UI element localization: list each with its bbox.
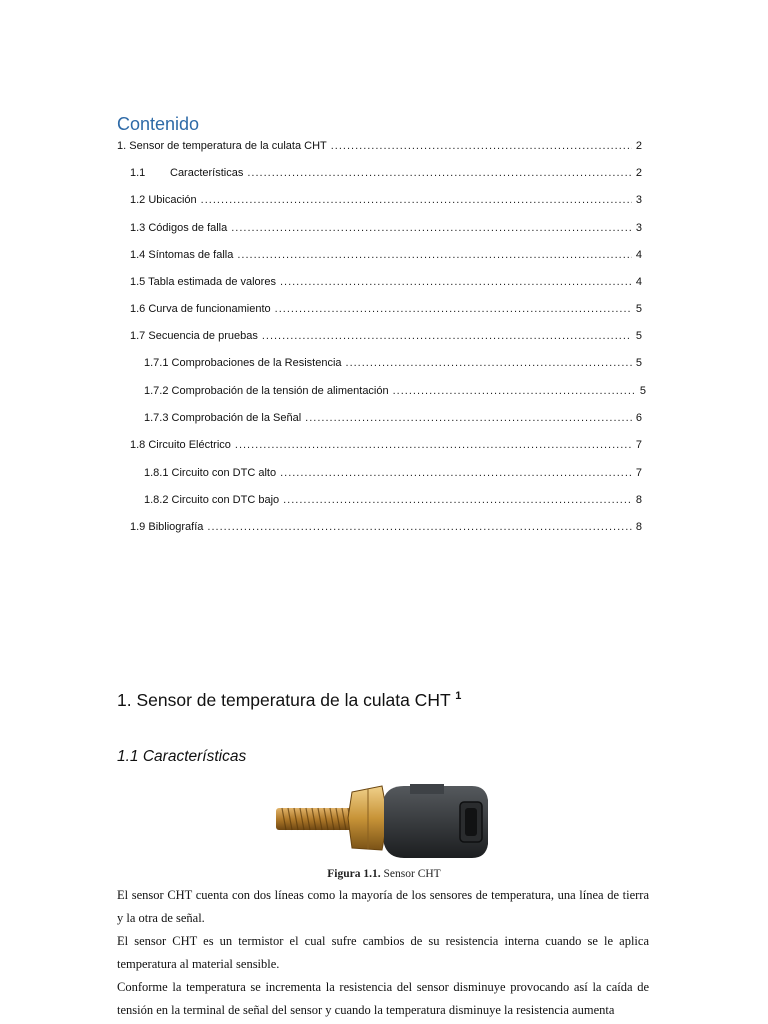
toc-leader [207, 521, 631, 533]
toc-entry-page: 3 [635, 194, 642, 206]
toc-leader [280, 467, 632, 479]
cht-sensor-image [272, 778, 496, 864]
toc-entry-number: 1.5 [130, 276, 146, 288]
sensor-illustration [272, 778, 496, 864]
toc-entry[interactable] [144, 385, 646, 401]
toc-entry-label: Circuito Eléctrico [148, 439, 231, 451]
paragraph: El sensor CHT cuenta con dos líneas como la mayoría de los sensores de temperatura, una línea de tierra y la otra de señal. [117, 888, 649, 925]
toc-entry-page: 5 [635, 330, 642, 342]
toc-entry[interactable] [130, 167, 642, 183]
toc-entry-label: Ubicación [148, 194, 197, 206]
toc-entry-number: 1.6 [130, 303, 146, 315]
toc-leader [262, 330, 632, 342]
toc-entry-page: 4 [635, 276, 642, 288]
toc-entry-number: 1.8.2 [144, 494, 169, 506]
toc-entry-page: 4 [635, 249, 642, 261]
toc-entry[interactable] [144, 357, 642, 373]
toc-entry-page: 6 [635, 412, 642, 424]
toc-entry-number: 1.4 [130, 249, 146, 261]
toc-entry[interactable] [144, 494, 642, 510]
figure-caption-text: Sensor CHT [383, 868, 441, 880]
toc-entry-label: Curva de funcionamiento [148, 303, 271, 315]
toc-leader [231, 222, 632, 234]
toc-entry-number: 1.3 [130, 222, 146, 234]
toc-leader [237, 249, 632, 261]
toc-entry-page: 7 [635, 439, 642, 451]
toc-entry[interactable] [144, 467, 642, 483]
toc-entry[interactable] [130, 521, 642, 537]
toc-entry-number: 1.7.3 [144, 412, 169, 424]
toc-leader [283, 494, 632, 506]
toc-entry[interactable] [130, 330, 642, 346]
toc-entry-number: 1.7.1 [144, 357, 169, 369]
toc-entry-label: Síntomas de falla [148, 249, 234, 261]
toc-entry-number: 1.8.1 [144, 467, 169, 479]
toc-leader [393, 385, 636, 397]
paragraph: El sensor CHT es un termistor el cual sufre cambios de su resistencia interna cuando se le aplica temperatura al material sensible. [117, 934, 649, 971]
toc-entry-label: Circuito con DTC alto [171, 467, 277, 479]
toc-entry-number: 1. [117, 140, 127, 152]
toc-entry-number: 1.7.2 [144, 385, 169, 397]
toc-entry[interactable] [117, 140, 642, 156]
section-title: 1. Sensor de temperatura de la culata CHT $^1$ [117, 690, 462, 710]
toc-entry-page: 2 [635, 167, 642, 179]
toc-entry[interactable] [130, 439, 642, 455]
toc-entry-page: 7 [635, 467, 642, 479]
toc-entry-label: Comprobaciones de la Resistencia [171, 357, 342, 369]
toc-entry-number: 1.7 [130, 330, 146, 342]
toc-entry-label: Tabla estimada de valores [148, 276, 276, 288]
paragraph: Conforme la temperatura se incrementa la resistencia del sensor disminuye provocando así la caída de tensión en la terminal de señal del sensor y cuando la temperatura disminuye la resistencia aumenta [117, 980, 649, 1017]
toc-leader [201, 194, 632, 206]
toc-entry-page: 8 [635, 521, 642, 533]
figure-caption [0, 868, 768, 880]
toc-entry[interactable] [130, 249, 642, 265]
toc-leader [280, 276, 632, 288]
toc-entry-number: 1.9 [130, 521, 146, 533]
toc-entry-label: Comprobación de la tensión de alimentación [171, 385, 389, 397]
toc-entry-label: Características [170, 167, 244, 179]
toc-entry-page: 5 [635, 357, 642, 369]
toc-heading: Contenido [117, 114, 200, 134]
footnote-marker[interactable]: 1 [455, 690, 462, 703]
toc-entry[interactable] [130, 303, 642, 319]
toc-entry-number: 1.1 [130, 167, 146, 179]
toc-entry[interactable] [130, 276, 642, 292]
toc-leader [305, 412, 632, 424]
toc-entry-page: 5 [635, 303, 642, 315]
toc-entry-label: Códigos de falla [148, 222, 228, 234]
toc-leader [331, 140, 632, 152]
toc-entry-page: 3 [635, 222, 642, 234]
toc-entry[interactable] [130, 194, 642, 210]
toc-leader [247, 167, 632, 179]
toc-entry[interactable] [144, 412, 642, 428]
toc-entry-number: 1.2 [130, 194, 146, 206]
toc-entry-label: Comprobación de la Señal [171, 412, 302, 424]
toc-entry-page: 5 [639, 385, 646, 397]
toc-leader [275, 303, 632, 315]
figure-caption-label: Figura 1.1. [327, 868, 381, 880]
toc-entry-label: Circuito con DTC bajo [171, 494, 280, 506]
toc-entry-label: Sensor de temperatura de la culata CHT [129, 140, 327, 152]
toc-leader [346, 357, 632, 369]
toc-entry-label: Bibliografía [148, 521, 204, 533]
toc-entry[interactable] [130, 222, 642, 238]
toc-entry-number: 1.8 [130, 439, 146, 451]
subsection-title: 1.1 Características [117, 748, 247, 765]
toc-entry-page: 8 [635, 494, 642, 506]
toc-entry-label: Secuencia de pruebas [148, 330, 258, 342]
toc-entry-page: 2 [635, 140, 642, 152]
toc-leader [235, 439, 632, 451]
